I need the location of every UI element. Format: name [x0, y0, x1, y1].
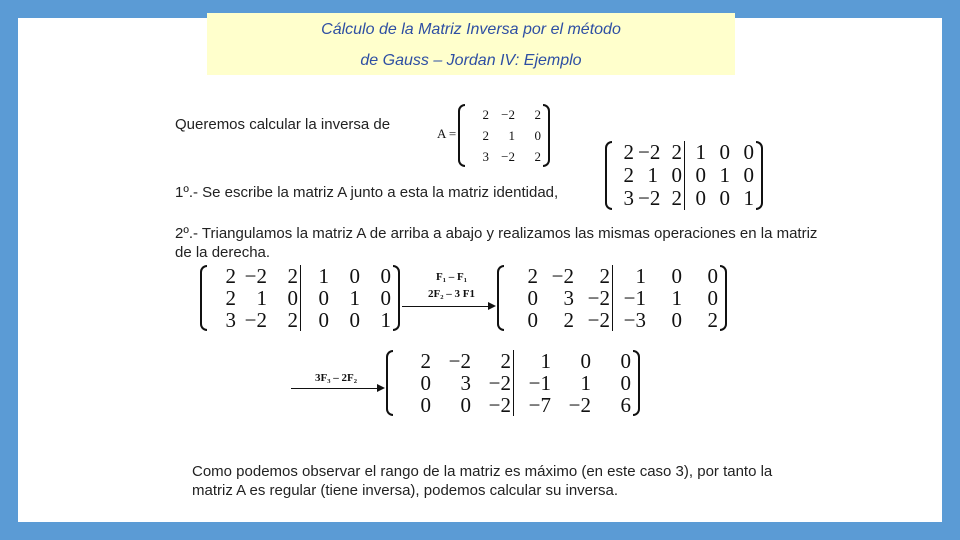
arrow-1-line — [402, 306, 490, 307]
matrix-cell: 2 — [225, 286, 236, 310]
matrix-cell: 1 — [349, 286, 360, 310]
matrix-cell: −2 — [448, 349, 471, 373]
matrix-step-0 — [200, 265, 400, 331]
matrix-cell: −2 — [244, 308, 267, 332]
matrix-cell: 0 — [684, 187, 708, 210]
title-line-2: de Gauss – Jordan IV: Ejemplo — [360, 52, 582, 69]
arrow-2-line — [291, 388, 379, 389]
matrix-cell: 0 — [349, 308, 360, 332]
matrix-a-label: A = — [437, 126, 457, 141]
matrix-cell: 1 — [684, 141, 708, 164]
matrix-cell: −2 — [568, 393, 591, 417]
arrow-1-head-icon — [488, 302, 496, 310]
operation-1-row-1: F₁ – F₁ — [436, 271, 468, 283]
matrix-cell: −2 — [587, 308, 610, 332]
matrix-cell: 2 — [482, 128, 489, 143]
matrix-cell: 2 — [671, 186, 682, 210]
matrix-cell: 0 — [684, 164, 708, 187]
arrow-2-head-icon — [377, 384, 385, 392]
matrix-cell: 0 — [620, 349, 631, 373]
matrix-cell: 0 — [534, 128, 541, 143]
matrix-cell: −2 — [244, 264, 267, 288]
matrix-cell: 2 — [707, 308, 718, 332]
matrix-cell: 1 — [513, 350, 553, 372]
matrix-cell: 0 — [743, 163, 754, 187]
matrix-cell: 0 — [527, 286, 538, 310]
matrix-cell: 3 — [482, 149, 489, 164]
conclusion-text: Como podemos observar el rango de la matriz es máximo (en este caso 3), por tanto la matriz A es regular (tiene inversa), podemos calcular su inversa. — [192, 463, 773, 499]
matrix-cell: −2 — [501, 149, 515, 164]
matrix-cell: 3 — [563, 286, 574, 310]
bracket-left — [458, 104, 465, 167]
matrix-cell: 0 — [460, 393, 471, 417]
matrix-cell: 1 — [719, 163, 730, 187]
matrix-cell: 2 — [420, 349, 431, 373]
matrix-cell: −1 — [612, 287, 648, 309]
matrix-cell: 0 — [580, 349, 591, 373]
title-box — [207, 13, 735, 75]
matrix-cell: 1 — [743, 186, 754, 210]
matrix-cell: 1 — [580, 371, 591, 395]
matrix-cell: −2 — [501, 107, 515, 122]
matrix-cell: 1 — [380, 308, 391, 332]
matrix-cell: 0 — [300, 287, 331, 309]
bracket-left — [386, 350, 393, 416]
matrix-cell: −1 — [513, 372, 553, 394]
matrix-cell: 0 — [671, 308, 682, 332]
matrix-cell: −3 — [612, 309, 648, 331]
matrix-cell: 1 — [508, 128, 515, 143]
matrix-cell: 2 — [563, 308, 574, 332]
matrix-step-2 — [386, 350, 640, 416]
matrix-grid — [465, 104, 543, 167]
matrix-cell: 3 — [623, 186, 634, 210]
matrix-cell: 2 — [287, 308, 298, 332]
matrix-grid — [504, 265, 720, 331]
bracket-right — [633, 350, 640, 416]
matrix-cell: 3 — [225, 308, 236, 332]
matrix-cell: 2 — [599, 264, 610, 288]
matrix-cell: −2 — [638, 140, 661, 164]
matrix-cell: 2 — [534, 107, 541, 122]
operation-1-row-2: 2F₂ – 3 F1 — [428, 288, 475, 300]
matrix-grid — [612, 141, 756, 210]
matrix-cell: 0 — [380, 264, 391, 288]
matrix-augmented — [605, 141, 763, 210]
bracket-left — [200, 265, 207, 331]
matrix-cell: 1 — [612, 265, 648, 287]
matrix-cell: 0 — [671, 163, 682, 187]
slide — [18, 18, 942, 522]
matrix-cell: 2 — [623, 163, 634, 187]
operation-2: 3F₃ – 2F₂ — [315, 372, 358, 384]
bracket-right — [543, 104, 550, 167]
matrix-cell: 0 — [707, 264, 718, 288]
matrix-cell: 2 — [482, 107, 489, 122]
bracket-left — [497, 265, 504, 331]
bracket-right — [756, 141, 763, 210]
bracket-left — [605, 141, 612, 210]
matrix-cell: 0 — [420, 393, 431, 417]
matrix-cell: 3 — [460, 371, 471, 395]
matrix-cell: 0 — [743, 140, 754, 164]
matrix-cell: −2 — [551, 264, 574, 288]
matrix-cell: −2 — [488, 393, 511, 417]
bracket-right — [393, 265, 400, 331]
matrix-cell: 0 — [287, 286, 298, 310]
matrix-cell: 1 — [647, 163, 658, 187]
matrix-cell: 2 — [534, 149, 541, 164]
matrix-cell: −2 — [638, 186, 661, 210]
matrix-grid — [393, 350, 633, 416]
matrix-cell: 2 — [671, 140, 682, 164]
bracket-right — [720, 265, 727, 331]
matrix-cell: 2 — [287, 264, 298, 288]
matrix-cell: 0 — [380, 286, 391, 310]
matrix-cell: 2 — [500, 349, 511, 373]
matrix-cell: −2 — [488, 371, 511, 395]
matrix-cell: 0 — [620, 371, 631, 395]
matrix-cell: 0 — [719, 140, 730, 164]
matrix-cell: 1 — [671, 286, 682, 310]
matrix-grid — [207, 265, 393, 331]
matrix-cell: 0 — [719, 186, 730, 210]
step-1-text: 1º.- Se escribe la matriz A junto a esta la matriz identidad, — [175, 184, 559, 201]
matrix-cell: 2 — [623, 140, 634, 164]
matrix-step-1 — [497, 265, 727, 331]
matrix-cell: 0 — [671, 264, 682, 288]
matrix-cell: 0 — [707, 286, 718, 310]
step-2-text: 2º.- Triangulamos la matriz A de arriba a abajo y realizamos las mismas operaciones en la matriz de la derecha. — [175, 225, 818, 261]
matrix-cell: 0 — [527, 308, 538, 332]
title-line-1: Cálculo de la Matriz Inversa por el método — [321, 21, 621, 38]
matrix-cell: 6 — [620, 393, 631, 417]
intro-text: Queremos calcular la inversa de — [175, 116, 391, 133]
matrix-cell: 0 — [300, 309, 331, 331]
matrix-cell: 2 — [527, 264, 538, 288]
matrix-cell: 0 — [420, 371, 431, 395]
matrix-cell: −7 — [513, 394, 553, 416]
matrix-a — [458, 104, 550, 167]
matrix-cell: 1 — [256, 286, 267, 310]
matrix-cell: −2 — [587, 286, 610, 310]
matrix-cell: 2 — [225, 264, 236, 288]
matrix-cell: 1 — [300, 265, 331, 287]
matrix-cell: 0 — [349, 264, 360, 288]
